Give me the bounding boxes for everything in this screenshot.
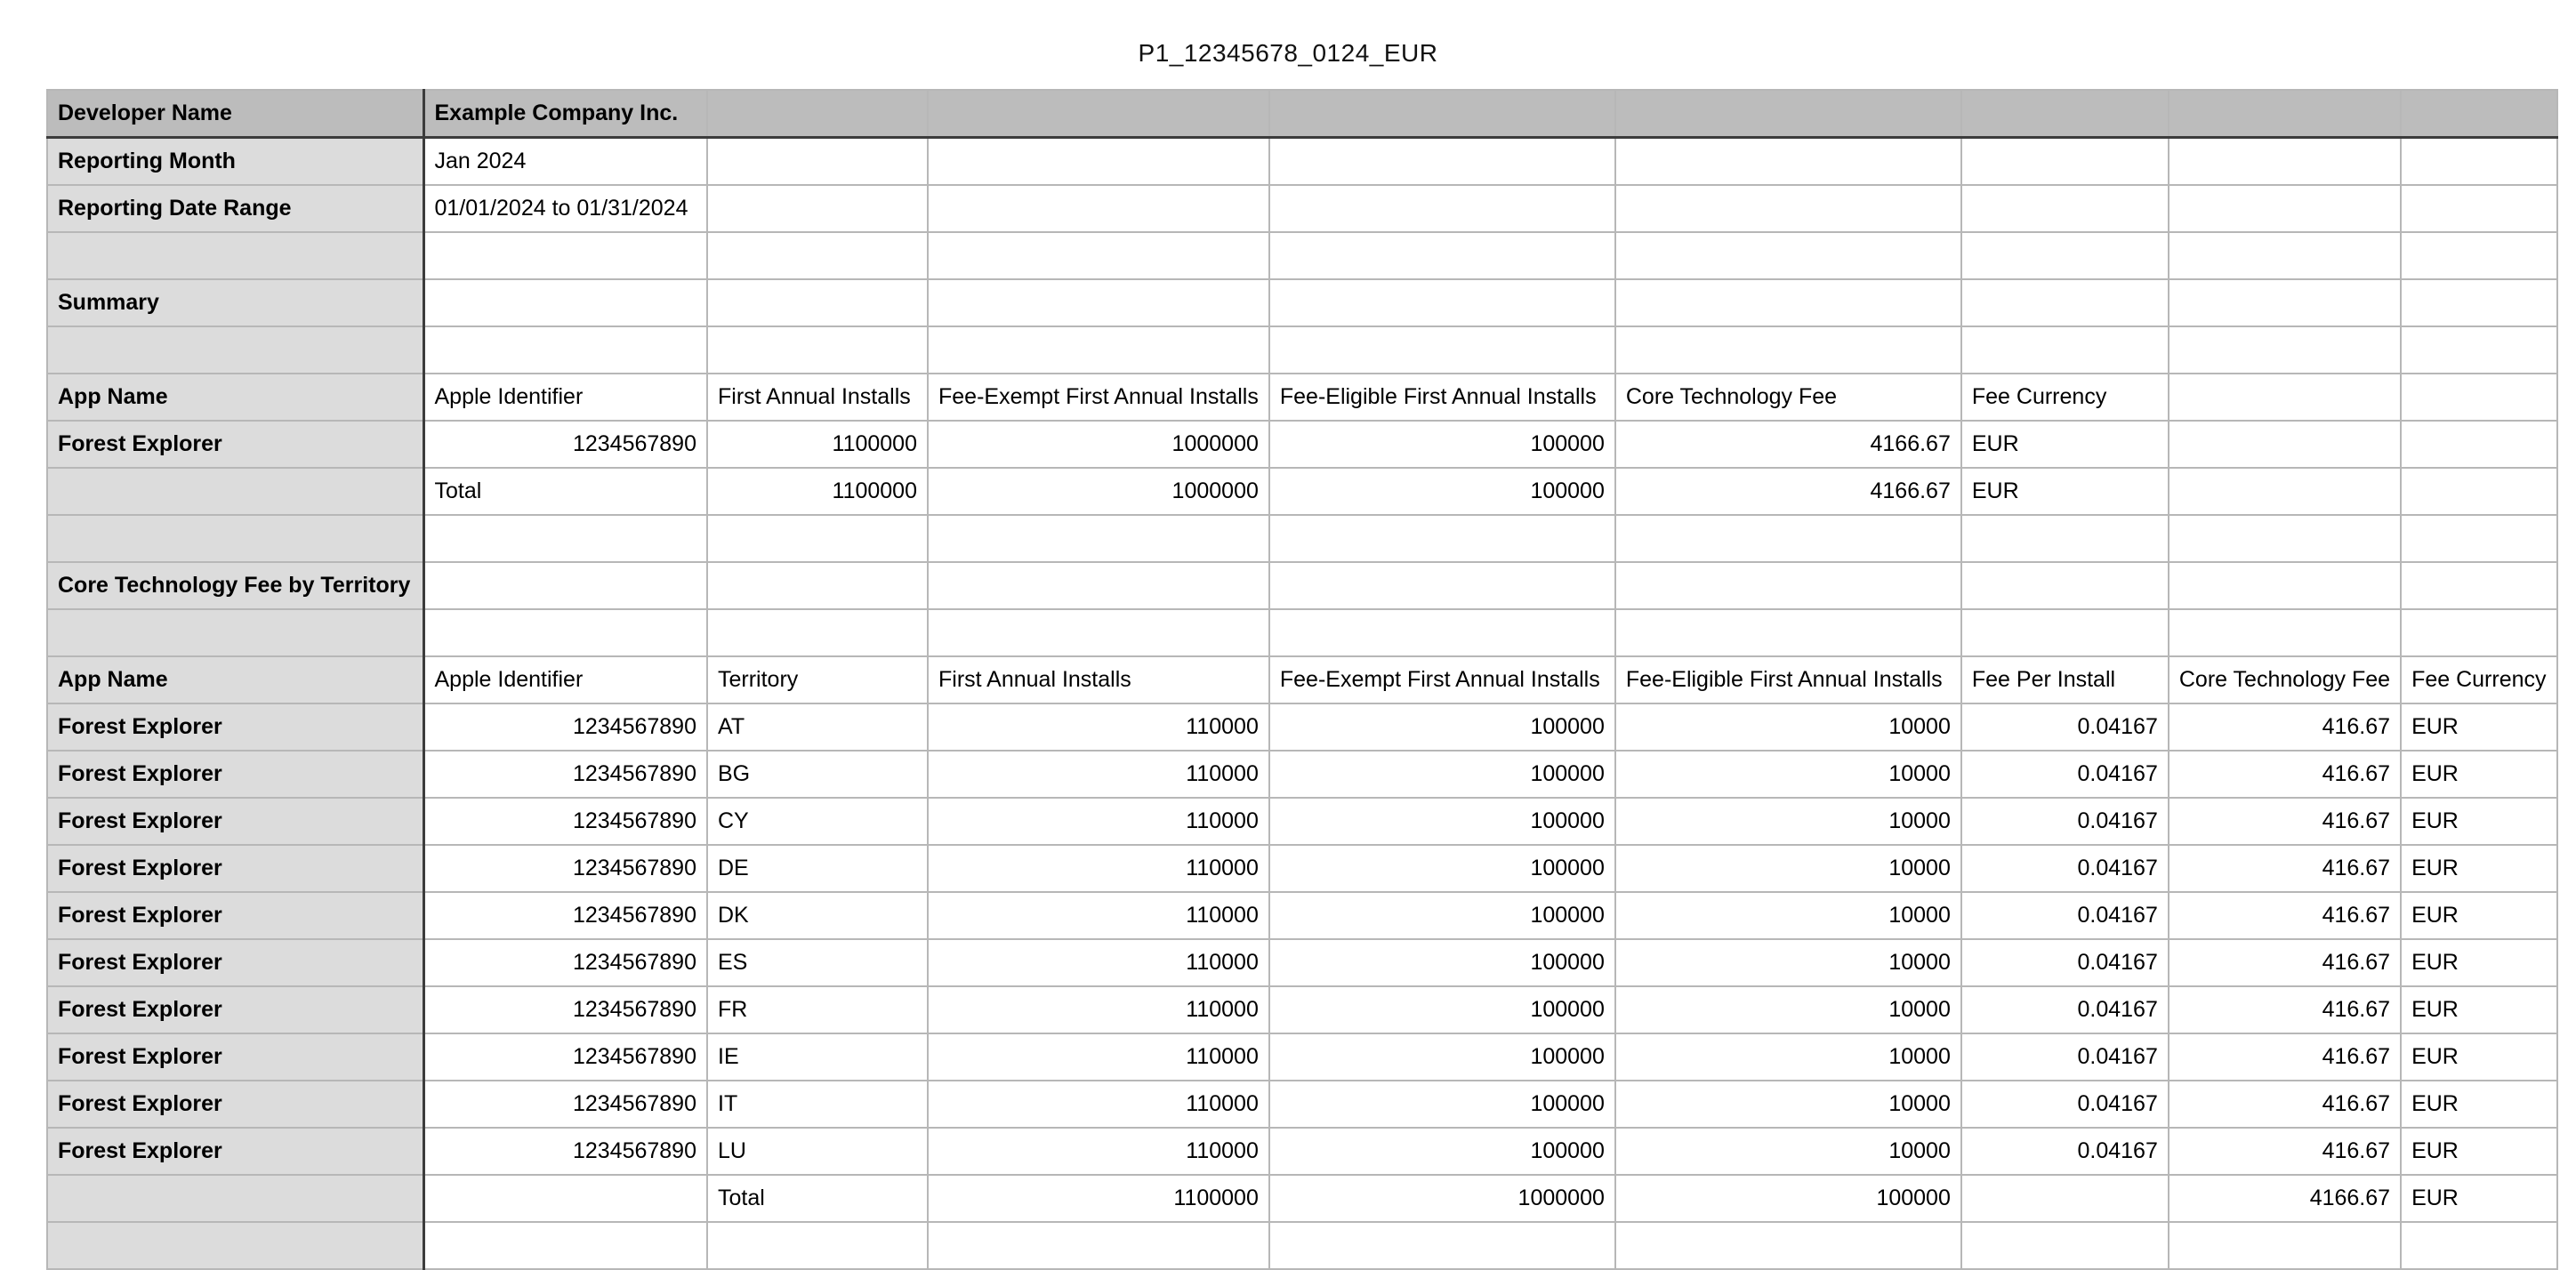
table-cell: Forest Explorer [47, 751, 423, 798]
table-cell [2169, 562, 2401, 609]
table-cell: 416.67 [2169, 1081, 2401, 1128]
table-cell: 1100000 [707, 421, 928, 468]
table-cell [1269, 138, 1615, 186]
table-cell: EUR [1961, 421, 2169, 468]
table-cell: 1100000 [707, 468, 928, 515]
table-cell: 10000 [1615, 986, 1961, 1033]
table-cell [1961, 609, 2169, 656]
table-cell [2169, 1222, 2401, 1269]
table-cell [2169, 468, 2401, 515]
table-row [47, 279, 2557, 326]
table-cell: 1234567890 [423, 845, 707, 892]
table-cell [2401, 90, 2556, 138]
table-cell: 416.67 [2169, 939, 2401, 986]
table-row [47, 232, 2557, 279]
table-cell: Summary [47, 279, 423, 326]
table-cell: 4166.67 [2169, 1175, 2401, 1222]
table-cell: Developer Name [47, 90, 423, 138]
table-cell: EUR [2401, 1175, 2556, 1222]
table-cell [423, 326, 707, 374]
table-cell [2401, 232, 2556, 279]
table-cell: 10000 [1615, 751, 1961, 798]
table-row [47, 1081, 2557, 1128]
table-cell: FR [707, 986, 928, 1033]
table-cell: Fee-Eligible First Annual Installs [1269, 374, 1615, 421]
table-cell [928, 326, 1269, 374]
table-cell [707, 562, 928, 609]
table-cell: First Annual Installs [707, 374, 928, 421]
table-cell: 100000 [1269, 703, 1615, 751]
table-cell: Fee Currency [2401, 656, 2556, 703]
table-cell [47, 468, 423, 515]
table-cell: 100000 [1269, 798, 1615, 845]
table-cell [928, 232, 1269, 279]
table-cell: LU [707, 1128, 928, 1175]
table-cell: EUR [2401, 798, 2556, 845]
table-cell: Reporting Month [47, 138, 423, 186]
table-cell [1961, 232, 2169, 279]
table-row [47, 326, 2557, 374]
table-cell [423, 515, 707, 562]
table-cell [2401, 562, 2556, 609]
table-cell [2401, 421, 2556, 468]
table-cell: 0.04167 [1961, 986, 2169, 1033]
table-cell: App Name [47, 656, 423, 703]
table-cell: 1234567890 [423, 1128, 707, 1175]
table-cell [707, 1222, 928, 1269]
table-cell: 10000 [1615, 1128, 1961, 1175]
table-row [47, 1033, 2557, 1081]
table-cell: ES [707, 939, 928, 986]
table-cell [707, 609, 928, 656]
table-cell [1269, 515, 1615, 562]
table-cell: Jan 2024 [423, 138, 707, 186]
table-cell [47, 515, 423, 562]
table-cell: EUR [2401, 845, 2556, 892]
table-cell: 10000 [1615, 1081, 1961, 1128]
table-cell [2401, 279, 2556, 326]
table-cell [1961, 90, 2169, 138]
table-cell: EUR [2401, 939, 2556, 986]
table-cell [1269, 232, 1615, 279]
table-cell: Fee Currency [1961, 374, 2169, 421]
table-cell: 416.67 [2169, 1033, 2401, 1081]
table-cell [707, 326, 928, 374]
table-cell: 1234567890 [423, 1033, 707, 1081]
table-cell [928, 515, 1269, 562]
table-cell: Forest Explorer [47, 1081, 423, 1128]
table-row [47, 515, 2557, 562]
table-cell: 416.67 [2169, 986, 2401, 1033]
table-cell: 10000 [1615, 1033, 1961, 1081]
table-cell: 100000 [1615, 1175, 1961, 1222]
table-cell: 100000 [1269, 845, 1615, 892]
table-cell: Fee Per Install [1961, 656, 2169, 703]
table-cell [2169, 609, 2401, 656]
table-cell [2169, 232, 2401, 279]
table-cell [707, 185, 928, 232]
table-cell: Forest Explorer [47, 1033, 423, 1081]
document-title: P1_12345678_0124_EUR [1138, 39, 1438, 67]
table-cell: 1234567890 [423, 421, 707, 468]
table-cell [1615, 90, 1961, 138]
table-cell [1961, 326, 2169, 374]
table-cell: Example Company Inc. [423, 90, 707, 138]
table-cell [928, 609, 1269, 656]
table-cell: Territory [707, 656, 928, 703]
table-cell: Reporting Date Range [47, 185, 423, 232]
table-cell: 100000 [1269, 1033, 1615, 1081]
table-cell: Total [423, 468, 707, 515]
table-cell [423, 562, 707, 609]
table-cell [2169, 279, 2401, 326]
table-cell [1269, 609, 1615, 656]
table-cell: 110000 [928, 892, 1269, 939]
table-cell: 416.67 [2169, 1128, 2401, 1175]
table-cell [1961, 1222, 2169, 1269]
table-cell [1961, 562, 2169, 609]
table-row [47, 892, 2557, 939]
table-cell [1961, 185, 2169, 232]
table-cell: Fee-Eligible First Annual Installs [1615, 656, 1961, 703]
table-cell: 416.67 [2169, 845, 2401, 892]
table-cell: 0.04167 [1961, 1128, 2169, 1175]
table-cell [2401, 515, 2556, 562]
table-cell: Core Technology Fee [1615, 374, 1961, 421]
table-row [47, 986, 2557, 1033]
table-cell [423, 1222, 707, 1269]
table-cell [2169, 326, 2401, 374]
table-cell [47, 609, 423, 656]
table-cell: 1234567890 [423, 751, 707, 798]
table-cell: Forest Explorer [47, 421, 423, 468]
table-cell: 100000 [1269, 1081, 1615, 1128]
table-cell: EUR [2401, 1033, 2556, 1081]
table-cell [1615, 279, 1961, 326]
table-row [47, 1175, 2557, 1222]
table-cell: 10000 [1615, 892, 1961, 939]
table-cell [707, 279, 928, 326]
table-cell: 0.04167 [1961, 798, 2169, 845]
table-cell [1615, 515, 1961, 562]
table-cell: Forest Explorer [47, 892, 423, 939]
table-cell: 416.67 [2169, 892, 2401, 939]
table-cell: 10000 [1615, 939, 1961, 986]
table-cell: 0.04167 [1961, 892, 2169, 939]
table-cell: Forest Explorer [47, 845, 423, 892]
table-cell: 110000 [928, 939, 1269, 986]
table-cell [928, 279, 1269, 326]
table-cell [707, 138, 928, 186]
table-cell [928, 562, 1269, 609]
table-cell: IT [707, 1081, 928, 1128]
table-cell [2169, 421, 2401, 468]
table-cell: Total [707, 1175, 928, 1222]
table-cell: 0.04167 [1961, 939, 2169, 986]
table-cell [1961, 1175, 2169, 1222]
table-cell: 0.04167 [1961, 1081, 2169, 1128]
table-cell: 110000 [928, 1128, 1269, 1175]
table-cell [47, 1175, 423, 1222]
table-cell [1615, 1222, 1961, 1269]
table-cell: 4166.67 [1615, 468, 1961, 515]
table-row [47, 845, 2557, 892]
table-cell [1269, 279, 1615, 326]
table-cell [47, 232, 423, 279]
table-cell: 4166.67 [1615, 421, 1961, 468]
table-cell: Core Technology Fee [2169, 656, 2401, 703]
table-cell: 0.04167 [1961, 751, 2169, 798]
table-cell [2169, 138, 2401, 186]
table-cell [423, 279, 707, 326]
table-cell: EUR [2401, 1081, 2556, 1128]
table-cell: EUR [2401, 986, 2556, 1033]
table-cell: Fee-Exempt First Annual Installs [1269, 656, 1615, 703]
table-cell: 100000 [1269, 421, 1615, 468]
table-cell: 1234567890 [423, 703, 707, 751]
table-row [47, 1222, 2557, 1269]
table-cell: 1234567890 [423, 939, 707, 986]
table-cell: 100000 [1269, 751, 1615, 798]
table-cell: 110000 [928, 1081, 1269, 1128]
table-cell: First Annual Installs [928, 656, 1269, 703]
table-cell: 1000000 [928, 421, 1269, 468]
table-row [47, 90, 2557, 138]
table-cell [928, 138, 1269, 186]
table-row [47, 751, 2557, 798]
table-cell: EUR [2401, 892, 2556, 939]
table-cell [928, 185, 1269, 232]
table-cell: 110000 [928, 845, 1269, 892]
table-row [47, 609, 2557, 656]
table-cell: 100000 [1269, 468, 1615, 515]
table-cell: IE [707, 1033, 928, 1081]
table-cell: 10000 [1615, 703, 1961, 751]
table-cell [423, 1175, 707, 1222]
table-cell: CY [707, 798, 928, 845]
table-cell: Forest Explorer [47, 703, 423, 751]
table-row [47, 185, 2557, 232]
table-cell [2169, 515, 2401, 562]
table-cell: 1100000 [928, 1175, 1269, 1222]
table-cell: 01/01/2024 to 01/31/2024 [423, 185, 707, 232]
table-cell [2401, 326, 2556, 374]
table-row [47, 798, 2557, 845]
table-cell [1269, 90, 1615, 138]
table-cell: 1000000 [928, 468, 1269, 515]
table-cell [423, 609, 707, 656]
table-cell: App Name [47, 374, 423, 421]
table-cell [707, 232, 928, 279]
table-cell: Forest Explorer [47, 939, 423, 986]
table-row [47, 1128, 2557, 1175]
table-cell: EUR [2401, 751, 2556, 798]
table-cell: 1000000 [1269, 1175, 1615, 1222]
table-cell [423, 232, 707, 279]
table-cell [2169, 185, 2401, 232]
table-cell: 416.67 [2169, 703, 2401, 751]
table-cell [2169, 374, 2401, 421]
table-cell [1961, 515, 2169, 562]
table-cell [1961, 138, 2169, 186]
table-cell: 10000 [1615, 798, 1961, 845]
table-cell [1615, 138, 1961, 186]
table-cell: 0.04167 [1961, 1033, 2169, 1081]
table-cell [2401, 374, 2556, 421]
table-cell [1269, 1222, 1615, 1269]
table-cell: Forest Explorer [47, 798, 423, 845]
table-cell [2401, 468, 2556, 515]
table-cell: 110000 [928, 798, 1269, 845]
table-cell: 416.67 [2169, 798, 2401, 845]
table-cell: 1234567890 [423, 986, 707, 1033]
report-table [46, 89, 2558, 1270]
table-cell [47, 326, 423, 374]
table-cell [1615, 326, 1961, 374]
table-cell: 1234567890 [423, 892, 707, 939]
table-cell: 0.04167 [1961, 703, 2169, 751]
table-cell: EUR [2401, 703, 2556, 751]
table-cell: 1234567890 [423, 1081, 707, 1128]
table-cell [2401, 185, 2556, 232]
table-cell: 100000 [1269, 939, 1615, 986]
table-cell: Forest Explorer [47, 986, 423, 1033]
table-cell [1615, 185, 1961, 232]
table-cell: 100000 [1269, 892, 1615, 939]
table-cell [2169, 90, 2401, 138]
table-cell: 110000 [928, 703, 1269, 751]
table-row [47, 374, 2557, 421]
table-cell: 416.67 [2169, 751, 2401, 798]
table-cell [1615, 609, 1961, 656]
table-cell [1269, 185, 1615, 232]
table-cell: Forest Explorer [47, 1128, 423, 1175]
table-cell [1269, 562, 1615, 609]
table-cell [2401, 1222, 2556, 1269]
table-cell: 110000 [928, 751, 1269, 798]
table-row [47, 703, 2557, 751]
table-row [47, 939, 2557, 986]
table-row [47, 138, 2557, 186]
table-cell [2401, 609, 2556, 656]
table-cell: AT [707, 703, 928, 751]
table-cell [707, 515, 928, 562]
table-cell: BG [707, 751, 928, 798]
table-cell [2401, 138, 2556, 186]
table-cell: EUR [1961, 468, 2169, 515]
table-cell: 110000 [928, 986, 1269, 1033]
table-cell [1615, 232, 1961, 279]
table-cell: 1234567890 [423, 798, 707, 845]
table-row [47, 562, 2557, 609]
table-cell [928, 1222, 1269, 1269]
table-cell: EUR [2401, 1128, 2556, 1175]
table-row [47, 656, 2557, 703]
table-cell [928, 90, 1269, 138]
table-cell: 100000 [1269, 1128, 1615, 1175]
table-cell: 0.04167 [1961, 845, 2169, 892]
table-cell [47, 1222, 423, 1269]
table-cell: 100000 [1269, 986, 1615, 1033]
table-cell [1269, 326, 1615, 374]
table-cell: 10000 [1615, 845, 1961, 892]
table-cell [1615, 562, 1961, 609]
table-cell: 110000 [928, 1033, 1269, 1081]
table-cell: DK [707, 892, 928, 939]
table-cell: Apple Identifier [423, 374, 707, 421]
table-row [47, 421, 2557, 468]
table-row [47, 468, 2557, 515]
table-cell [1961, 279, 2169, 326]
table-cell: Fee-Exempt First Annual Installs [928, 374, 1269, 421]
table-cell: Core Technology Fee by Territory [47, 562, 423, 609]
table-cell: Apple Identifier [423, 656, 707, 703]
table-cell [707, 90, 928, 138]
table-cell: DE [707, 845, 928, 892]
